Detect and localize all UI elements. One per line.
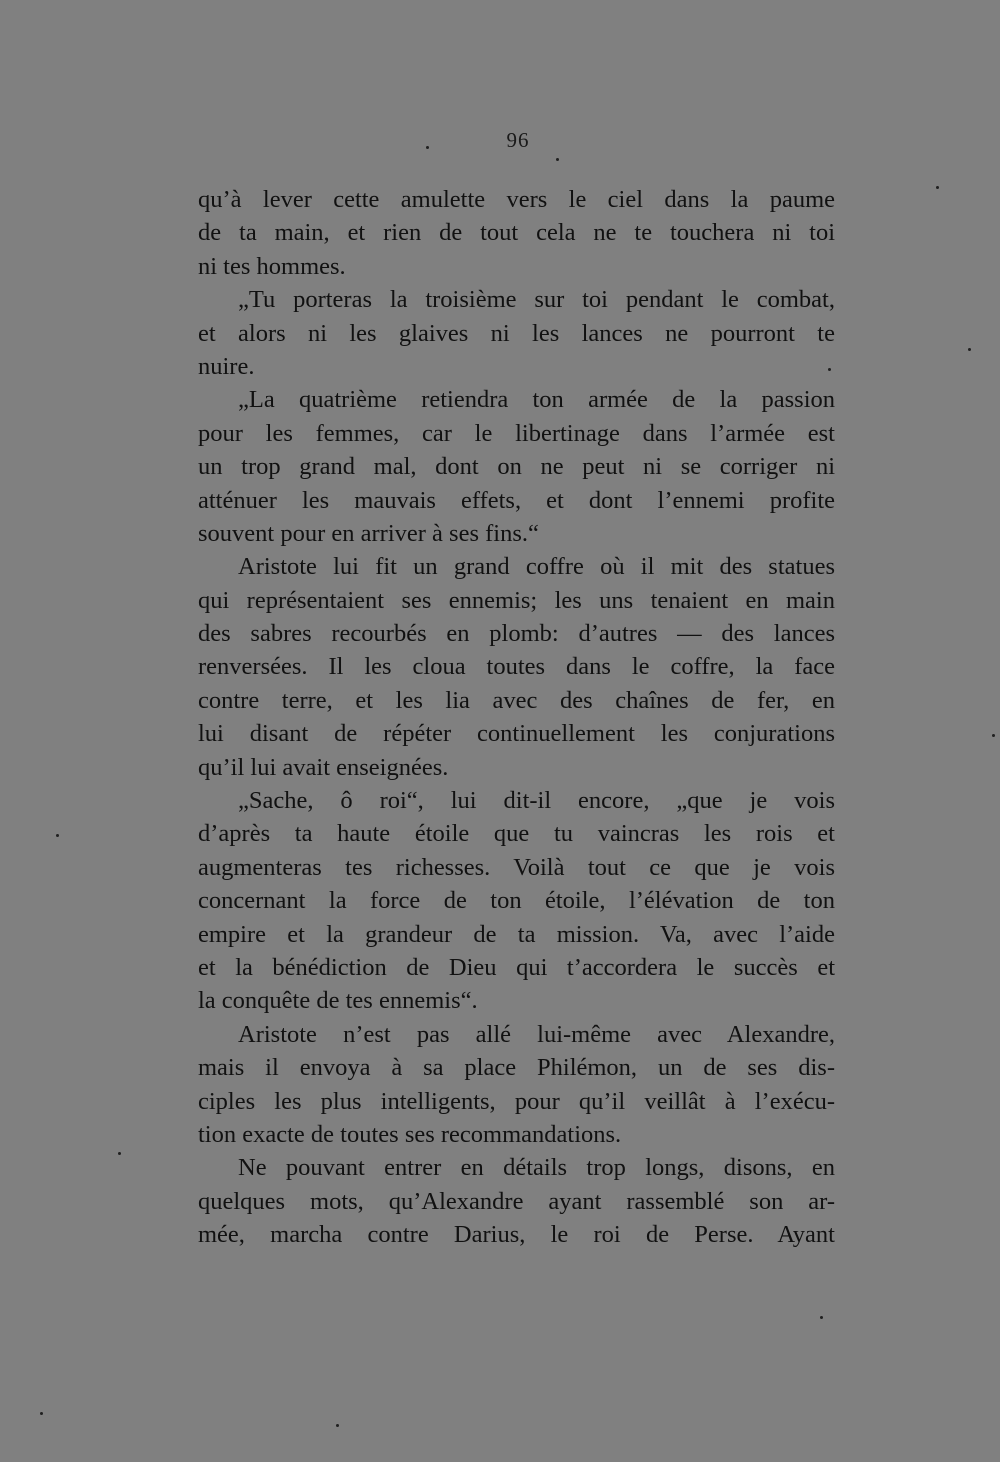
text-line: augmenteras tes richesses. Voilà tout ce que je vois xyxy=(198,853,835,881)
scan-speck xyxy=(828,368,831,371)
scan-speck xyxy=(556,158,559,161)
text-line: qu’à lever cette amulette vers le ciel dans la paume xyxy=(198,186,835,213)
text-line: d’après ta haute étoile que tu vaincras les rois et xyxy=(198,820,835,848)
text-line: concernant la force de ton étoile, l’élévation de ton xyxy=(198,887,835,915)
text-line: lui disant de répéter continuellement les conjurations xyxy=(198,720,835,748)
scan-speck xyxy=(118,1152,121,1155)
text-line: quelques mots, qu’Alexandre ayant rassemblé son ar- xyxy=(198,1187,835,1215)
text-line: empire et la grandeur de ta mission. Va, avec l’aide xyxy=(198,920,835,948)
scan-speck xyxy=(968,348,971,351)
text-line: renversées. Il les cloua toutes dans le coffre, la face xyxy=(198,653,835,681)
text-line: atténuer les mauvais effets, et dont l’ennemi profite xyxy=(198,486,835,514)
text-line: et alors ni les glaives ni les lances ne pourront te xyxy=(198,319,835,347)
text-line: mais il envoya à sa place Philémon, un de ses dis- xyxy=(198,1054,835,1082)
text-line: des sabres recourbés en plomb: d’autres — des lances xyxy=(198,620,835,648)
text-line: contre terre, et les lia avec des chaînes de fer, en xyxy=(198,686,835,714)
text-line: tion exacte de toutes ses recommandations. xyxy=(198,1120,622,1148)
text-line: nuire. xyxy=(198,352,255,380)
text-line: ciples les plus intelligents, pour qu’il veillât à l’exécu- xyxy=(198,1087,835,1115)
text-line: „La quatrième retiendra ton armée de la passion xyxy=(238,386,835,414)
text-line: souvent pour en arriver à ses fins.“ xyxy=(198,519,539,547)
page-number: 96 xyxy=(506,128,530,152)
text-line: Ne pouvant entrer en détails trop longs, disons, en xyxy=(238,1154,835,1182)
scan-speck xyxy=(336,1424,339,1427)
text-line: pour les femmes, car le libertinage dans l’armée est xyxy=(198,419,835,447)
body-text xyxy=(198,183,835,1252)
scan-speck xyxy=(820,1316,823,1319)
text-line: et la bénédiction de Dieu qui t’accordera le succès et xyxy=(198,953,835,981)
scan-speck xyxy=(40,1412,43,1415)
text-line: Aristote lui fit un grand coffre où il mit des statues xyxy=(238,553,835,581)
scan-speck xyxy=(936,186,939,189)
scan-speck xyxy=(56,834,59,837)
text-line: un trop grand mal, dont on ne peut ni se corriger ni xyxy=(198,453,835,481)
text-line: ni tes hommes. xyxy=(198,252,346,280)
text-line: de ta main, et rien de tout cela ne te touchera ni toi xyxy=(198,219,835,247)
text-line: Aristote n’est pas allé lui-même avec Alexandre, xyxy=(238,1020,835,1048)
text-line: la conquête de tes ennemis“. xyxy=(198,987,478,1015)
text-line: „Sache, ô roi“, lui dit-il encore, „que je vois xyxy=(238,787,835,815)
text-line: qui représentaient ses ennemis; les uns tenaient en main xyxy=(198,586,835,614)
text-line: mée, marcha contre Darius, le roi de Perse. Ayant xyxy=(198,1221,835,1249)
scan-speck xyxy=(992,734,995,737)
text-line: qu’il lui avait enseignées. xyxy=(198,753,449,781)
scan-speck xyxy=(426,146,429,149)
text-line: „Tu porteras la troisième sur toi pendant le combat, xyxy=(238,286,835,314)
